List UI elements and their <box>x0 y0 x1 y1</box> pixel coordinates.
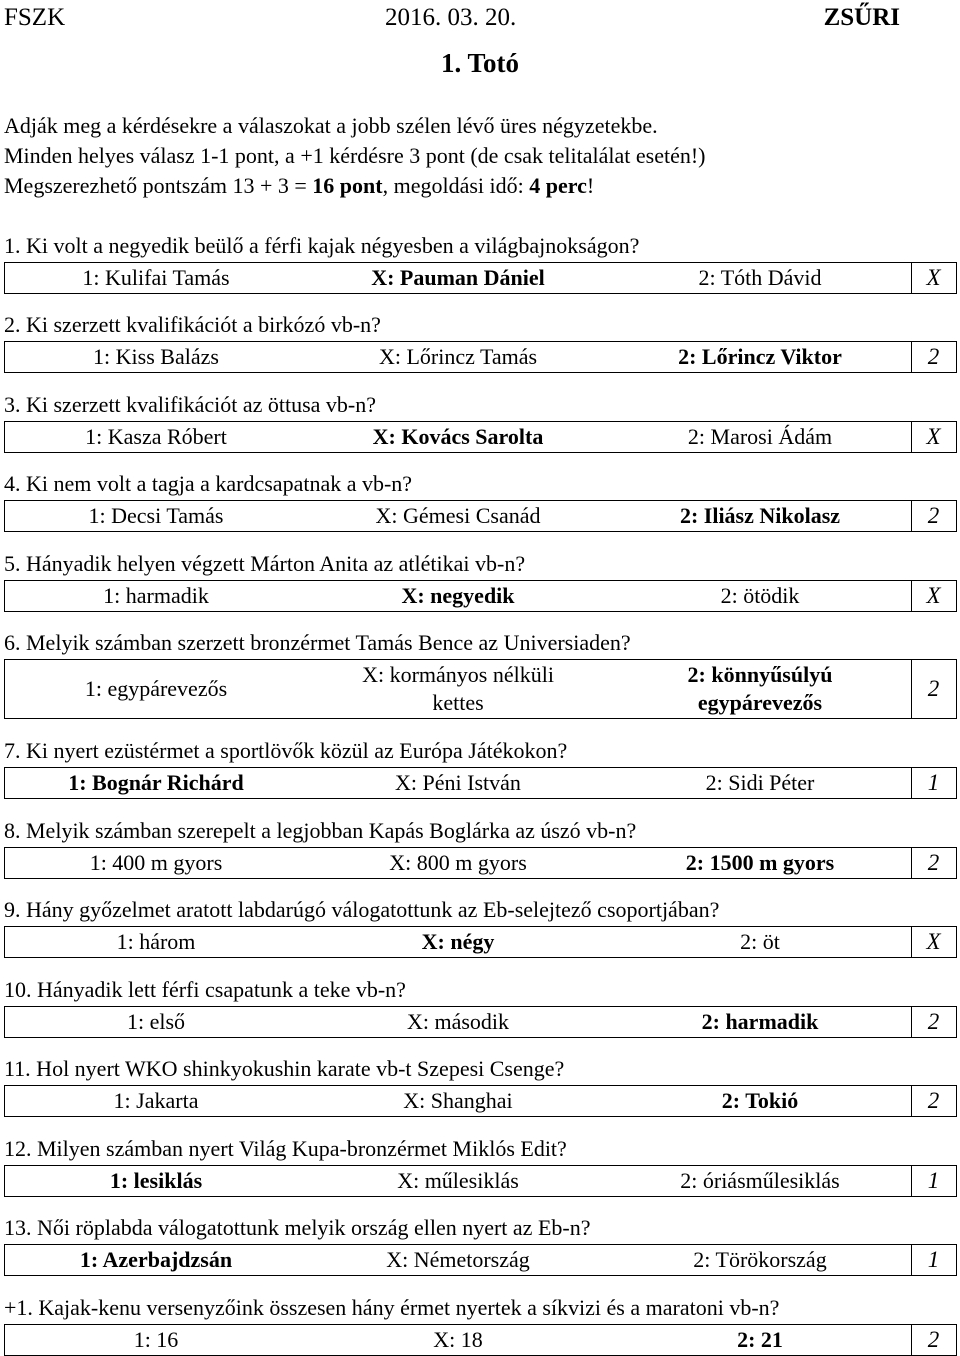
intro-suffix: ! <box>586 173 595 198</box>
option-1: 1: 16 <box>133 1327 179 1352</box>
header-jury-label: ZSŰRI <box>823 4 900 31</box>
answer-row-1 <box>4 262 957 294</box>
option-1: 1: három <box>116 929 196 954</box>
answer-box[interactable]: 1 <box>911 768 955 798</box>
question-3: 3. Ki szerzett kvalifikációt az öttusa vb-n? <box>4 392 377 417</box>
question-8: 8. Melyik számban szerepelt a legjobban Kapás Boglárka az úszó vb-n? <box>4 818 637 843</box>
question-4: 4. Ki nem volt a tagja a kardcsapatnak a vb-n? <box>4 471 413 496</box>
answer-box[interactable]: 2 <box>911 1086 955 1116</box>
intro-time-prefix: , megoldási idő: <box>382 173 530 198</box>
answer-box[interactable]: X <box>911 927 955 957</box>
question-10: 10. Hányadik lett férfi csapatunk a teke vb-n? <box>4 977 406 1002</box>
option-1: 1: harmadik <box>103 583 209 608</box>
option-x <box>307 660 609 718</box>
option-2-correct: 2: 21 <box>737 1327 783 1352</box>
option-2-correct: 2: 1500 m gyors <box>685 850 835 875</box>
option-2-line-1: 2: könnyűsúlyú <box>687 662 833 687</box>
answer-box[interactable]: 2 <box>911 501 955 531</box>
option-x: X: Lőrincz Tamás <box>378 344 538 369</box>
option-2: 2: óriásműlesiklás <box>680 1168 840 1193</box>
question-13: 13. Női röplabda válogatottunk melyik ország ellen nyert az Eb-n? <box>4 1215 591 1240</box>
option-1: 1: 400 m gyors <box>89 850 223 875</box>
option-x-line-1: X: kormányos nélküli <box>362 662 554 687</box>
answer-row-12 <box>4 1165 957 1197</box>
option-1: 1: Jakarta <box>113 1088 199 1113</box>
answer-row-2 <box>4 341 957 373</box>
option-1: 1: Kulifai Tamás <box>82 265 230 290</box>
option-2: 2: öt <box>740 929 780 954</box>
option-1: 1: Decsi Tamás <box>88 503 224 528</box>
page-title: 1. Totó <box>440 48 520 78</box>
option-x: X: második <box>406 1009 510 1034</box>
answer-row-4 <box>4 500 957 532</box>
option-x-correct: X: negyedik <box>401 583 515 608</box>
option-2-correct: 2: Iliász Nikolasz <box>679 503 841 528</box>
intro-time: 4 perc <box>529 173 587 198</box>
option-2: 2: ötödik <box>720 583 800 608</box>
option-1-correct: 1: Bognár Richárd <box>68 770 244 795</box>
intro-points-prefix: Megszerezhető pontszám 13 + 3 = <box>4 173 313 198</box>
question-9: 9. Hány győzelmet aratott labdarúgó válogatottunk az Eb-selejtező csoportjában? <box>4 897 720 922</box>
question-7: 7. Ki nyert ezüstérmet a sportlövők közül az Európa Játékokon? <box>4 738 568 763</box>
answer-row-13 <box>4 1244 957 1276</box>
answer-box[interactable]: 2 <box>911 1007 955 1037</box>
answer-box[interactable]: 2 <box>911 848 955 878</box>
intro-line-3 <box>4 172 594 200</box>
answer-box[interactable]: 2 <box>911 1325 955 1355</box>
question-11: 11. Hol nyert WKO shinkyokushin karate vb-t Szepesi Csenge? <box>4 1056 565 1081</box>
option-2-correct: 2: harmadik <box>701 1009 819 1034</box>
option-x-correct: X: négy <box>421 929 495 954</box>
header-date: 2016. 03. 20. <box>385 4 517 31</box>
option-1: 1: Kasza Róbert <box>85 424 227 449</box>
option-x: X: műlesiklás <box>397 1168 519 1193</box>
option-2: 2: Törökország <box>693 1247 827 1272</box>
answer-row-3 <box>4 421 957 453</box>
option-x: X: Gémesi Csanád <box>375 503 541 528</box>
answer-box[interactable]: X <box>911 422 955 452</box>
option-2: 2: Marosi Ádám <box>687 424 833 449</box>
option-1-correct: 1: Azerbajdzsán <box>79 1247 233 1272</box>
option-x-correct: X: Pauman Dániel <box>371 265 545 290</box>
answer-box[interactable]: 1 <box>911 1245 955 1275</box>
option-2: 2: Tóth Dávid <box>698 265 822 290</box>
question-12: 12. Milyen számban nyert Világ Kupa-bronzérmet Miklós Edit? <box>4 1136 567 1161</box>
answer-row-6 <box>4 659 957 719</box>
answer-row-5 <box>4 580 957 612</box>
question-5: 5. Hányadik helyen végzett Márton Anita az atlétikai vb-n? <box>4 551 526 576</box>
option-2-line-2: egypárevezős <box>697 690 823 715</box>
answer-box[interactable]: 2 <box>911 660 955 718</box>
option-x: X: Németország <box>386 1247 530 1272</box>
question-1: 1. Ki volt a negyedik beülő a férfi kajak négyesben a világbajnokságon? <box>4 233 640 258</box>
option-2: 2: Sidi Péter <box>705 770 815 795</box>
answer-row-7 <box>4 767 957 799</box>
option-x: X: Shanghai <box>403 1088 513 1113</box>
question-bonus: +1. Kajak-kenu versenyzőink összesen hány érmet nyertek a síkvizi és a maratoni vb-n? <box>4 1295 780 1320</box>
option-x: X: Péni István <box>395 770 521 795</box>
answer-row-9 <box>4 926 957 958</box>
option-1: 1: első <box>126 1009 186 1034</box>
option-x: X: 800 m gyors <box>389 850 527 875</box>
answer-row-bonus <box>4 1324 957 1356</box>
option-1: 1: egypárevezős <box>84 676 228 701</box>
answer-box[interactable]: X <box>911 263 955 293</box>
header-org: FSZK <box>4 4 66 31</box>
option-x-correct: X: Kovács Sarolta <box>372 424 544 449</box>
answer-row-8 <box>4 847 957 879</box>
answer-box[interactable]: 2 <box>911 342 955 372</box>
option-1: 1: Kiss Balázs <box>93 344 219 369</box>
option-2-correct <box>609 660 911 718</box>
option-x-line-2: kettes <box>432 690 484 715</box>
answer-row-10 <box>4 1006 957 1038</box>
option-1-correct: 1: lesiklás <box>109 1168 203 1193</box>
option-2-correct: 2: Lőrincz Viktor <box>678 344 842 369</box>
question-2: 2. Ki szerzett kvalifikációt a birkózó vb-n? <box>4 312 381 337</box>
option-2-correct: 2: Tokió <box>721 1088 799 1113</box>
question-6: 6. Melyik számban szerzett bronzérmet Tamás Bence az Universiaden? <box>4 630 631 655</box>
intro-line-2: Minden helyes válasz 1-1 pont, a +1 kérdésre 3 pont (de csak telitalálat esetén!) <box>4 143 706 168</box>
intro-points: 16 pont <box>312 173 383 198</box>
intro-line-1: Adják meg a kérdésekre a válaszokat a jobb szélen lévő üres négyzetekbe. <box>4 113 658 138</box>
answer-row-11 <box>4 1085 957 1117</box>
option-x: X: 18 <box>433 1327 483 1352</box>
answer-box[interactable]: X <box>911 581 955 611</box>
answer-box[interactable]: 1 <box>911 1166 955 1196</box>
